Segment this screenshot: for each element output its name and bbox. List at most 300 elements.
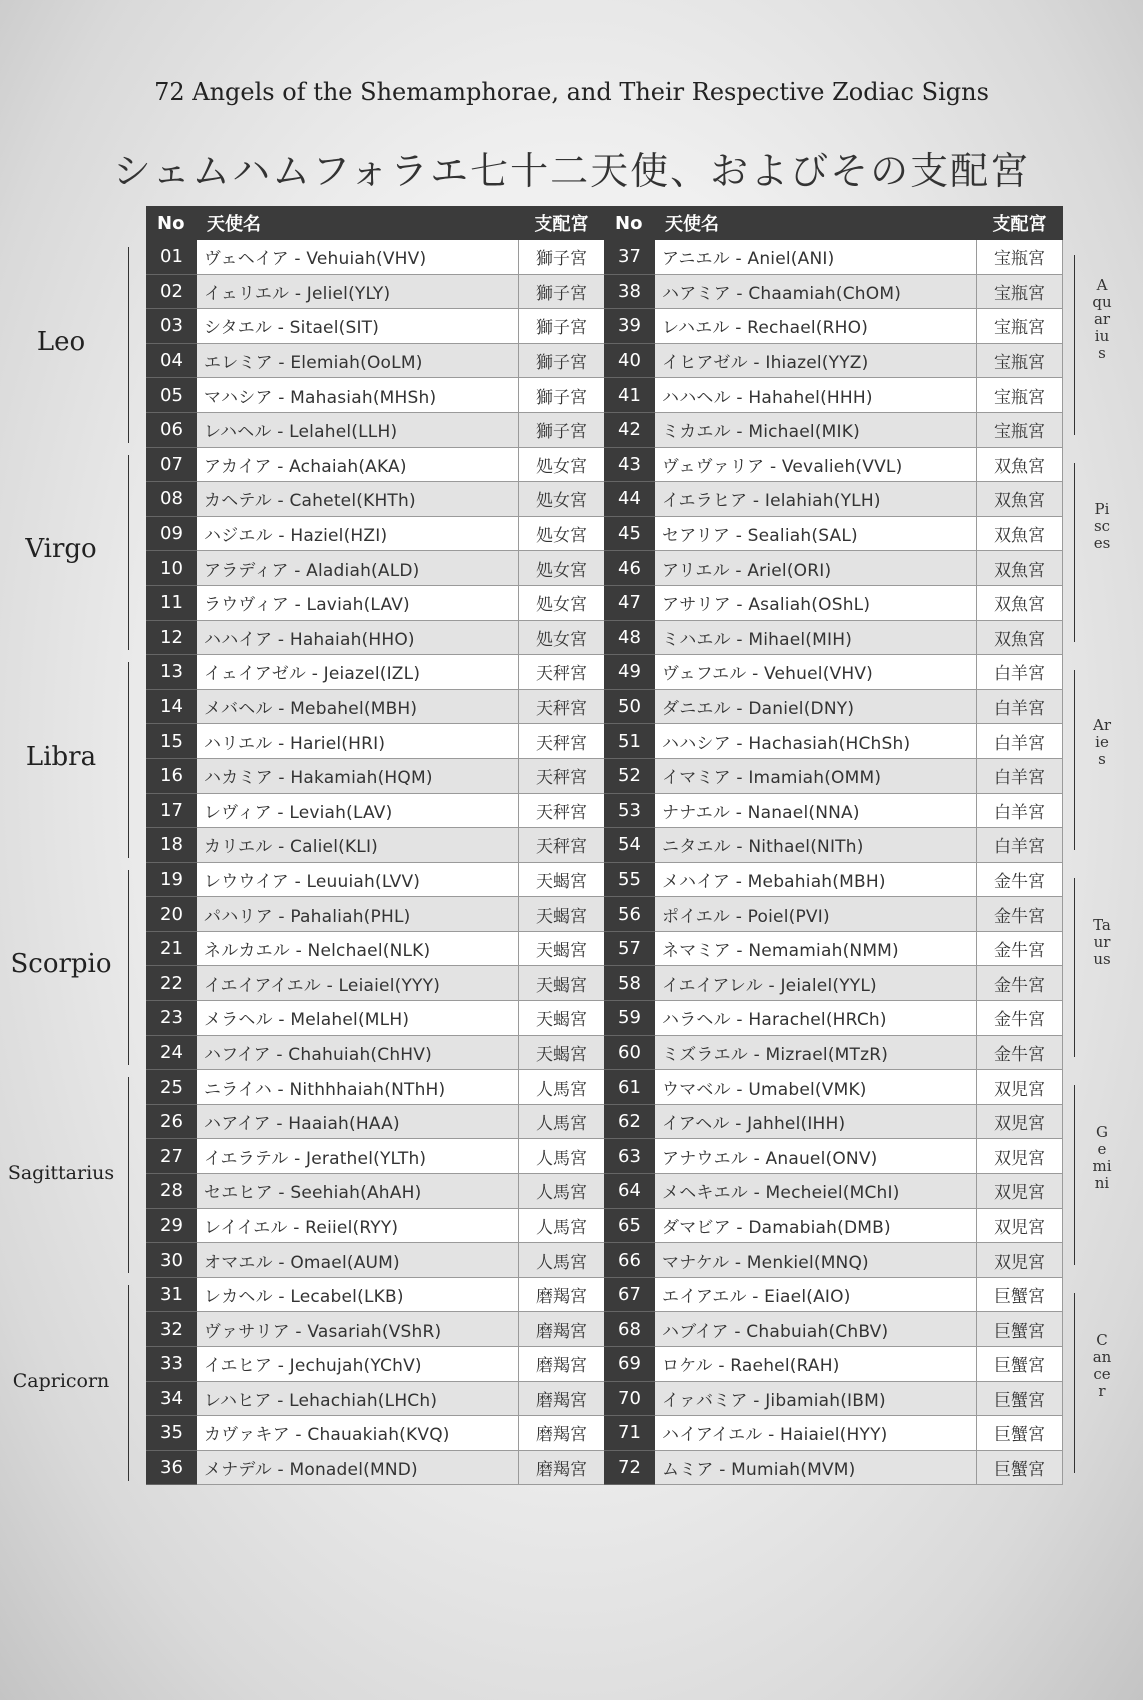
angel-name: レハヒア - Lehachiah(LHCh) bbox=[197, 1381, 519, 1416]
ruling-sign: 処女宮 bbox=[519, 447, 605, 482]
angel-number: 66 bbox=[605, 1243, 655, 1278]
ruling-sign: 処女宮 bbox=[519, 551, 605, 586]
angel-number: 10 bbox=[147, 551, 197, 586]
angel-name: ハリエル - Hariel(HRI) bbox=[197, 724, 519, 759]
angel-number: 30 bbox=[147, 1243, 197, 1278]
zodiac-label-sagittarius: Sagittarius bbox=[7, 1161, 115, 1184]
angel-number: 67 bbox=[605, 1277, 655, 1312]
table-row bbox=[605, 1450, 1063, 1485]
ruling-sign: 人馬宮 bbox=[519, 1174, 605, 1209]
zodiac-label-virgo: Virgo bbox=[25, 534, 97, 565]
table-row bbox=[605, 828, 1063, 863]
angel-name: イェリエル - Jeliel(YLY) bbox=[197, 274, 519, 309]
angel-number: 63 bbox=[605, 1139, 655, 1174]
ruling-sign: 双魚宮 bbox=[977, 551, 1063, 586]
table-row bbox=[147, 897, 605, 932]
bracket-line bbox=[1074, 463, 1075, 643]
angel-number: 60 bbox=[605, 1035, 655, 1070]
table-row bbox=[147, 482, 605, 517]
angel-number: 44 bbox=[605, 482, 655, 517]
table-row bbox=[147, 1347, 605, 1382]
zodiac-label-pisces: Pisces bbox=[1093, 500, 1111, 553]
ruling-sign: 磨羯宮 bbox=[519, 1416, 605, 1451]
header-no: No bbox=[605, 207, 655, 240]
angel-number: 61 bbox=[605, 1070, 655, 1105]
ruling-sign: 金牛宮 bbox=[977, 1035, 1063, 1070]
angel-name: アラディア - Aladiah(ALD) bbox=[197, 551, 519, 586]
table-row bbox=[605, 655, 1063, 690]
table-row bbox=[147, 240, 605, 275]
sign-group-capricorn bbox=[0, 1285, 140, 1481]
angel-number: 32 bbox=[147, 1312, 197, 1347]
angel-name: レイイエル - Reiiel(RYY) bbox=[197, 1208, 519, 1243]
angel-number: 49 bbox=[605, 655, 655, 690]
table-row bbox=[605, 274, 1063, 309]
angel-number: 37 bbox=[605, 240, 655, 275]
angel-name: ネマミア - Nemamiah(NMM) bbox=[655, 931, 977, 966]
angel-name: ハアミア - Chaamiah(ChOM) bbox=[655, 274, 977, 309]
ruling-sign: 双児宮 bbox=[977, 1070, 1063, 1105]
bracket-line bbox=[128, 455, 129, 651]
angel-number: 20 bbox=[147, 897, 197, 932]
ruling-sign: 磨羯宮 bbox=[519, 1347, 605, 1382]
ruling-sign: 天秤宮 bbox=[519, 758, 605, 793]
table-row bbox=[147, 620, 605, 655]
zodiac-label-scorpio: Scorpio bbox=[10, 949, 112, 980]
angel-number: 06 bbox=[147, 412, 197, 447]
angel-number: 17 bbox=[147, 793, 197, 828]
angel-name: ダマビア - Damabiah(DMB) bbox=[655, 1208, 977, 1243]
angel-name: アリエル - Ariel(ORI) bbox=[655, 551, 977, 586]
table-row bbox=[147, 1139, 605, 1174]
table-row bbox=[605, 966, 1063, 1001]
angel-name: イアヘル - Jahhel(IHH) bbox=[655, 1104, 977, 1139]
zodiac-label-libra: Libra bbox=[25, 741, 97, 772]
table-row bbox=[605, 620, 1063, 655]
sign-group-pisces bbox=[1068, 463, 1128, 643]
ruling-sign: 天秤宮 bbox=[519, 724, 605, 759]
angel-number: 35 bbox=[147, 1416, 197, 1451]
angel-number: 72 bbox=[605, 1450, 655, 1485]
angel-number: 71 bbox=[605, 1416, 655, 1451]
table-row bbox=[605, 585, 1063, 620]
ruling-sign: 磨羯宮 bbox=[519, 1381, 605, 1416]
table-row bbox=[147, 516, 605, 551]
angel-number: 14 bbox=[147, 689, 197, 724]
title-english: 72 Angels of the Shemamphorae, and Their Respective Zodiac Signs bbox=[154, 78, 989, 106]
angel-number: 08 bbox=[147, 482, 197, 517]
angel-number: 51 bbox=[605, 724, 655, 759]
table-row bbox=[605, 897, 1063, 932]
ruling-sign: 人馬宮 bbox=[519, 1243, 605, 1278]
zodiac-label-leo: Leo bbox=[36, 326, 86, 357]
angel-number: 53 bbox=[605, 793, 655, 828]
ruling-sign: 処女宮 bbox=[519, 620, 605, 655]
angel-number: 15 bbox=[147, 724, 197, 759]
angel-number: 18 bbox=[147, 828, 197, 863]
angel-number: 55 bbox=[605, 862, 655, 897]
angel-number: 65 bbox=[605, 1208, 655, 1243]
angel-name: ニタエル - Nithael(NITh) bbox=[655, 828, 977, 863]
bracket-line bbox=[1074, 1085, 1075, 1265]
sign-group-gemini bbox=[1068, 1085, 1128, 1265]
angel-number: 29 bbox=[147, 1208, 197, 1243]
ruling-sign: 天蝎宮 bbox=[519, 1001, 605, 1036]
angel-name: メヘキエル - Mecheiel(MChI) bbox=[655, 1174, 977, 1209]
angel-name: カヘテル - Cahetel(KHTh) bbox=[197, 482, 519, 517]
table-row bbox=[147, 551, 605, 586]
table-row bbox=[605, 931, 1063, 966]
angel-name: ヴェフエル - Vehuel(VHV) bbox=[655, 655, 977, 690]
ruling-sign: 双児宮 bbox=[977, 1174, 1063, 1209]
angel-number: 69 bbox=[605, 1347, 655, 1382]
angel-number: 36 bbox=[147, 1450, 197, 1485]
angel-name: レハヘル - Lelahel(LLH) bbox=[197, 412, 519, 447]
angel-name: イエイアレル - Jeialel(YYL) bbox=[655, 966, 977, 1001]
angel-name: レヴィア - Leviah(LAV) bbox=[197, 793, 519, 828]
sign-group-aries bbox=[1068, 670, 1128, 850]
angel-number: 58 bbox=[605, 966, 655, 1001]
angel-number: 04 bbox=[147, 343, 197, 378]
angel-name: ヴェヴァリア - Vevalieh(VVL) bbox=[655, 447, 977, 482]
angel-number: 11 bbox=[147, 585, 197, 620]
sign-group-taurus bbox=[1068, 878, 1128, 1058]
angel-name: ハブイア - Chabuiah(ChBV) bbox=[655, 1312, 977, 1347]
header-ruling-sign: 支配宮 bbox=[977, 207, 1063, 240]
zodiac-label-taurus: Taurus bbox=[1093, 915, 1111, 968]
angel-name: メナデル - Monadel(MND) bbox=[197, 1450, 519, 1485]
table-row bbox=[605, 1208, 1063, 1243]
angel-name: セエヒア - Seehiah(AhAH) bbox=[197, 1174, 519, 1209]
ruling-sign: 双児宮 bbox=[977, 1104, 1063, 1139]
angel-number: 07 bbox=[147, 447, 197, 482]
angel-name: パハリア - Pahaliah(PHL) bbox=[197, 897, 519, 932]
sign-group-sagittarius bbox=[0, 1077, 140, 1273]
table-row bbox=[605, 1001, 1063, 1036]
ruling-sign: 白羊宮 bbox=[977, 758, 1063, 793]
angel-name: ヴェヘイア - Vehuiah(VHV) bbox=[197, 240, 519, 275]
angel-name: ナナエル - Nanael(NNA) bbox=[655, 793, 977, 828]
angel-name: ハフイア - Chahuiah(ChHV) bbox=[197, 1035, 519, 1070]
angel-number: 05 bbox=[147, 378, 197, 413]
angel-name: イァバミア - Jibamiah(IBM) bbox=[655, 1381, 977, 1416]
ruling-sign: 天蝎宮 bbox=[519, 931, 605, 966]
table-row bbox=[605, 551, 1063, 586]
ruling-sign: 宝瓶宮 bbox=[977, 274, 1063, 309]
angel-number: 24 bbox=[147, 1035, 197, 1070]
ruling-sign: 獅子宮 bbox=[519, 343, 605, 378]
angel-number: 57 bbox=[605, 931, 655, 966]
ruling-sign: 天秤宮 bbox=[519, 793, 605, 828]
ruling-sign: 双児宮 bbox=[977, 1208, 1063, 1243]
table-row bbox=[147, 1416, 605, 1451]
angel-name: シタエル - Sitael(SIT) bbox=[197, 309, 519, 344]
ruling-sign: 天秤宮 bbox=[519, 689, 605, 724]
ruling-sign: 天秤宮 bbox=[519, 828, 605, 863]
ruling-sign: 人馬宮 bbox=[519, 1208, 605, 1243]
ruling-sign: 磨羯宮 bbox=[519, 1450, 605, 1485]
ruling-sign: 獅子宮 bbox=[519, 378, 605, 413]
angel-name: レウウイア - Leuuiah(LVV) bbox=[197, 862, 519, 897]
angel-name: アナウエル - Anauel(ONV) bbox=[655, 1139, 977, 1174]
angel-number: 22 bbox=[147, 966, 197, 1001]
table-row bbox=[605, 1312, 1063, 1347]
ruling-sign: 双児宮 bbox=[977, 1243, 1063, 1278]
bracket-line bbox=[128, 247, 129, 443]
zodiac-label-aquarius: Aquarius bbox=[1092, 275, 1112, 362]
ruling-sign: 磨羯宮 bbox=[519, 1277, 605, 1312]
angel-name: エイアエル - Eiael(AIO) bbox=[655, 1277, 977, 1312]
angel-name: ハハシア - Hachasiah(HChSh) bbox=[655, 724, 977, 759]
angel-name: ロケル - Raehel(RAH) bbox=[655, 1347, 977, 1382]
angel-name: オマエル - Omael(AUM) bbox=[197, 1243, 519, 1278]
table-row bbox=[605, 1139, 1063, 1174]
angel-number: 68 bbox=[605, 1312, 655, 1347]
ruling-sign: 宝瓶宮 bbox=[977, 240, 1063, 275]
ruling-sign: 獅子宮 bbox=[519, 274, 605, 309]
angel-name: ネルカエル - Nelchael(NLK) bbox=[197, 931, 519, 966]
ruling-sign: 磨羯宮 bbox=[519, 1312, 605, 1347]
table-row bbox=[147, 585, 605, 620]
angel-name: ラウヴィア - Laviah(LAV) bbox=[197, 585, 519, 620]
table-row bbox=[147, 412, 605, 447]
angels-table-right bbox=[604, 206, 1063, 1485]
angel-name: ムミア - Mumiah(MVM) bbox=[655, 1450, 977, 1485]
angel-number: 23 bbox=[147, 1001, 197, 1036]
angel-name: マハシア - Mahasiah(MHSh) bbox=[197, 378, 519, 413]
angel-name: ハハヘル - Hahahel(HHH) bbox=[655, 378, 977, 413]
angel-number: 33 bbox=[147, 1347, 197, 1382]
angel-name: メラヘル - Melahel(MLH) bbox=[197, 1001, 519, 1036]
ruling-sign: 巨蟹宮 bbox=[977, 1381, 1063, 1416]
angel-name: メハイア - Mebahiah(MBH) bbox=[655, 862, 977, 897]
table-row bbox=[147, 1277, 605, 1312]
angel-number: 56 bbox=[605, 897, 655, 932]
table-row bbox=[147, 1381, 605, 1416]
ruling-sign: 宝瓶宮 bbox=[977, 309, 1063, 344]
zodiac-label-aries: Aries bbox=[1092, 716, 1111, 769]
header-no: No bbox=[147, 207, 197, 240]
table-row bbox=[605, 240, 1063, 275]
ruling-sign: 金牛宮 bbox=[977, 897, 1063, 932]
bracket-line bbox=[1074, 670, 1075, 850]
table-row bbox=[605, 1174, 1063, 1209]
header-angel-name: 天使名 bbox=[197, 207, 519, 240]
angel-name: イマミア - Imamiah(OMM) bbox=[655, 758, 977, 793]
bracket-line bbox=[128, 870, 129, 1066]
angel-number: 70 bbox=[605, 1381, 655, 1416]
angel-number: 45 bbox=[605, 516, 655, 551]
table-row bbox=[605, 1035, 1063, 1070]
angel-number: 52 bbox=[605, 758, 655, 793]
ruling-sign: 金牛宮 bbox=[977, 966, 1063, 1001]
table-row bbox=[147, 274, 605, 309]
angel-number: 25 bbox=[147, 1070, 197, 1105]
angel-name: ダニエル - Daniel(DNY) bbox=[655, 689, 977, 724]
ruling-sign: 人馬宮 bbox=[519, 1139, 605, 1174]
bracket-line bbox=[128, 662, 129, 858]
angel-name: イェイアゼル - Jeiazel(IZL) bbox=[197, 655, 519, 690]
ruling-sign: 白羊宮 bbox=[977, 655, 1063, 690]
angel-number: 19 bbox=[147, 862, 197, 897]
table-row bbox=[147, 966, 605, 1001]
angel-number: 41 bbox=[605, 378, 655, 413]
title-japanese: シェムハムフォラエ七十二天使、およびその支配宮 bbox=[112, 149, 1031, 193]
angel-number: 47 bbox=[605, 585, 655, 620]
table-row bbox=[147, 793, 605, 828]
table-row bbox=[147, 724, 605, 759]
table-row bbox=[605, 1347, 1063, 1382]
angel-name: ミカエル - Michael(MIK) bbox=[655, 412, 977, 447]
ruling-sign: 金牛宮 bbox=[977, 1001, 1063, 1036]
ruling-sign: 人馬宮 bbox=[519, 1104, 605, 1139]
ruling-sign: 宝瓶宮 bbox=[977, 343, 1063, 378]
table-row bbox=[605, 412, 1063, 447]
ruling-sign: 白羊宮 bbox=[977, 724, 1063, 759]
angel-number: 16 bbox=[147, 758, 197, 793]
ruling-sign: 天蝎宮 bbox=[519, 1035, 605, 1070]
table-row bbox=[605, 793, 1063, 828]
angel-name: アサリア - Asaliah(OShL) bbox=[655, 585, 977, 620]
table-row bbox=[605, 1243, 1063, 1278]
table-row bbox=[605, 447, 1063, 482]
table-row bbox=[147, 1070, 605, 1105]
angel-number: 46 bbox=[605, 551, 655, 586]
angel-number: 62 bbox=[605, 1104, 655, 1139]
angel-number: 01 bbox=[147, 240, 197, 275]
ruling-sign: 人馬宮 bbox=[519, 1070, 605, 1105]
ruling-sign: 白羊宮 bbox=[977, 689, 1063, 724]
table-row bbox=[147, 689, 605, 724]
table-row bbox=[147, 378, 605, 413]
ruling-sign: 双魚宮 bbox=[977, 620, 1063, 655]
bracket-line bbox=[128, 1285, 129, 1481]
bracket-line bbox=[1074, 1293, 1075, 1473]
angel-name: エレミア - Elemiah(OoLM) bbox=[197, 343, 519, 378]
angel-number: 12 bbox=[147, 620, 197, 655]
angel-name: ハハイア - Hahaiah(HHO) bbox=[197, 620, 519, 655]
angel-number: 48 bbox=[605, 620, 655, 655]
angel-number: 34 bbox=[147, 1381, 197, 1416]
angel-name: アニエル - Aniel(ANI) bbox=[655, 240, 977, 275]
table-row bbox=[605, 343, 1063, 378]
table-row bbox=[147, 1104, 605, 1139]
header-ruling-sign: 支配宮 bbox=[519, 207, 605, 240]
angel-name: イエラヒア - Ielahiah(YLH) bbox=[655, 482, 977, 517]
angel-name: ハカミア - Hakamiah(HQM) bbox=[197, 758, 519, 793]
table-row bbox=[605, 1070, 1063, 1105]
table-row bbox=[605, 689, 1063, 724]
ruling-sign: 獅子宮 bbox=[519, 412, 605, 447]
sign-group-aquarius bbox=[1068, 255, 1128, 435]
ruling-sign: 天秤宮 bbox=[519, 655, 605, 690]
ruling-sign: 処女宮 bbox=[519, 516, 605, 551]
ruling-sign: 巨蟹宮 bbox=[977, 1277, 1063, 1312]
bracket-line bbox=[1074, 255, 1075, 435]
ruling-sign: 巨蟹宮 bbox=[977, 1450, 1063, 1485]
table-row bbox=[605, 1277, 1063, 1312]
ruling-sign: 双魚宮 bbox=[977, 585, 1063, 620]
angel-number: 09 bbox=[147, 516, 197, 551]
ruling-sign: 白羊宮 bbox=[977, 828, 1063, 863]
angel-name: レハエル - Rechael(RHO) bbox=[655, 309, 977, 344]
ruling-sign: 宝瓶宮 bbox=[977, 378, 1063, 413]
ruling-sign: 巨蟹宮 bbox=[977, 1416, 1063, 1451]
ruling-sign: 天蝎宮 bbox=[519, 897, 605, 932]
table-row bbox=[147, 931, 605, 966]
table-row bbox=[147, 343, 605, 378]
table-row bbox=[147, 1450, 605, 1485]
angel-name: カリエル - Caliel(KLI) bbox=[197, 828, 519, 863]
ruling-sign: 巨蟹宮 bbox=[977, 1347, 1063, 1382]
angel-number: 59 bbox=[605, 1001, 655, 1036]
angel-number: 38 bbox=[605, 274, 655, 309]
angels-table-left bbox=[146, 206, 605, 1485]
angel-number: 03 bbox=[147, 309, 197, 344]
ruling-sign: 双魚宮 bbox=[977, 482, 1063, 517]
sign-group-leo bbox=[0, 247, 140, 443]
angel-name: ミハエル - Mihael(MIH) bbox=[655, 620, 977, 655]
angel-number: 02 bbox=[147, 274, 197, 309]
table-row bbox=[605, 862, 1063, 897]
bracket-line bbox=[1074, 878, 1075, 1058]
angel-name: ハジエル - Haziel(HZI) bbox=[197, 516, 519, 551]
angel-name: ハアイア - Haaiah(HAA) bbox=[197, 1104, 519, 1139]
angel-number: 43 bbox=[605, 447, 655, 482]
angel-number: 13 bbox=[147, 655, 197, 690]
table-row bbox=[605, 309, 1063, 344]
bracket-line bbox=[128, 1077, 129, 1273]
angel-name: イエイアイエル - Leiaiel(YYY) bbox=[197, 966, 519, 1001]
table-row bbox=[147, 1243, 605, 1278]
angel-name: イエヒア - Jechujah(YChV) bbox=[197, 1347, 519, 1382]
table-row bbox=[147, 758, 605, 793]
angel-number: 39 bbox=[605, 309, 655, 344]
header-angel-name: 天使名 bbox=[655, 207, 977, 240]
zodiac-label-gemini: Gemini bbox=[1092, 1123, 1112, 1193]
table-row bbox=[605, 1381, 1063, 1416]
ruling-sign: 宝瓶宮 bbox=[977, 412, 1063, 447]
angel-name: レカヘル - Lecabel(LKB) bbox=[197, 1277, 519, 1312]
angel-number: 40 bbox=[605, 343, 655, 378]
ruling-sign: 天蝎宮 bbox=[519, 966, 605, 1001]
angel-name: ウマベル - Umabel(VMK) bbox=[655, 1070, 977, 1105]
angel-name: イヒアゼル - Ihiazel(YYZ) bbox=[655, 343, 977, 378]
zodiac-label-capricorn: Capricorn bbox=[12, 1369, 110, 1392]
angel-name: ニライハ - Nithhhaiah(NThH) bbox=[197, 1070, 519, 1105]
sign-group-cancer bbox=[1068, 1293, 1128, 1473]
table-row bbox=[147, 1174, 605, 1209]
angel-name: イエラテル - Jerathel(YLTh) bbox=[197, 1139, 519, 1174]
table-row bbox=[605, 1104, 1063, 1139]
sign-group-libra bbox=[0, 662, 140, 858]
ruling-sign: 金牛宮 bbox=[977, 862, 1063, 897]
table-row bbox=[605, 516, 1063, 551]
ruling-sign: 巨蟹宮 bbox=[977, 1312, 1063, 1347]
angel-name: ハラヘル - Harachel(HRCh) bbox=[655, 1001, 977, 1036]
ruling-sign: 金牛宮 bbox=[977, 931, 1063, 966]
angel-number: 31 bbox=[147, 1277, 197, 1312]
ruling-sign: 獅子宮 bbox=[519, 240, 605, 275]
table-header-row bbox=[147, 207, 605, 240]
table-row bbox=[147, 447, 605, 482]
table-row bbox=[605, 378, 1063, 413]
angel-name: カヴァキア - Chauakiah(KVQ) bbox=[197, 1416, 519, 1451]
table-header-row bbox=[605, 207, 1063, 240]
sign-group-scorpio bbox=[0, 870, 140, 1066]
table-row bbox=[605, 724, 1063, 759]
table-row bbox=[147, 1035, 605, 1070]
